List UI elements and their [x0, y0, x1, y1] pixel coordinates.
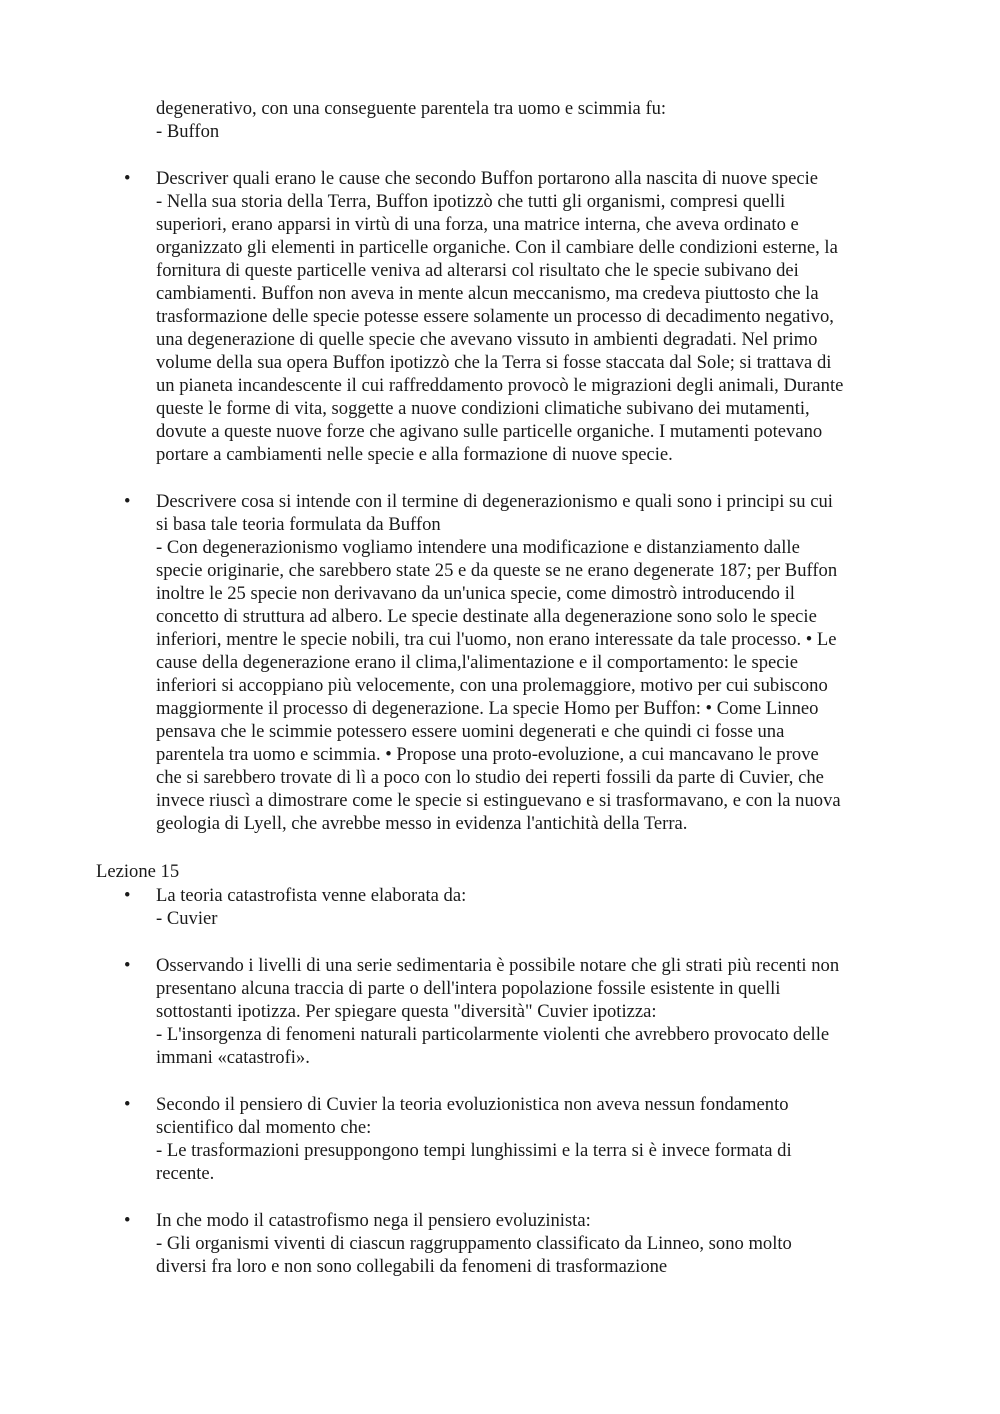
- bullet-icon: •: [124, 955, 131, 976]
- answer-line: geologia di Lyell, che avrebbe messo in evidenza l'antichità della Terra.: [156, 813, 688, 834]
- question-text: Secondo il pensiero di Cuvier la teoria evoluzionistica non aveva nessun fondamento: [156, 1094, 789, 1115]
- answer-line: - Cuvier: [156, 908, 218, 929]
- question-text: La teoria catastrofista venne elaborata da:: [156, 885, 467, 906]
- answer-line: diversi fra loro e non sono collegabili da fenomeni di trasformazione: [156, 1256, 668, 1277]
- question-text: Descriver quali erano le cause che secondo Buffon portarono alla nascita di nuove specie: [156, 168, 819, 189]
- intro-answer: - Buffon: [156, 121, 220, 142]
- answer-line: fornitura di queste particelle veniva ad alterarsi col risultato che le specie subivano dei: [156, 260, 799, 281]
- answer-line: cause della degenerazione erano il clima,l'alimentazione e il comportamento: le specie: [156, 652, 798, 673]
- answer-line: organizzato gli elementi in particelle organiche. Con il cambiare delle condizioni esterne, la: [156, 237, 838, 258]
- answer-line: - Le trasformazioni presuppongono tempi lunghissimi e la terra si è invece formata di: [156, 1140, 792, 1161]
- answer-line: queste le forme di vita, soggette a nuove condizioni climatiche subivano dei mutamenti,: [156, 398, 810, 419]
- question-text: Osservando i livelli di una serie sedimentaria è possibile notare che gli strati più recenti non: [156, 955, 840, 976]
- question-text: presentano alcuna traccia di parte o dell'intera popolazione fossile esistente in quelli: [156, 978, 781, 999]
- bullet-icon: •: [124, 1094, 131, 1115]
- question-text: In che modo il catastrofismo nega il pensiero evoluzinista:: [156, 1210, 591, 1231]
- answer-line: inferiori si accoppiano più velocemente, con una prolemaggiore, motivo per cui subiscono: [156, 675, 828, 696]
- answer-line: pensava che le scimmie potessero essere uomini degenerati e che quindi ci fosse una: [156, 721, 785, 742]
- question-text: sottostanti ipotizza. Per spiegare questa "diversità" Cuvier ipotizza:: [156, 1001, 657, 1022]
- answer-line: specie originarie, che sarebbero state 25 e da queste se ne erano degenerate 187; per Buffon: [156, 560, 838, 581]
- question-text: Descrivere cosa si intende con il termine di degenerazionismo e quali sono i principi su cui: [156, 491, 833, 512]
- answer-line: - Nella sua storia della Terra, Buffon ipotizzò che tutti gli organismi, compresi quelli: [156, 191, 786, 212]
- question-content: [156, 167, 916, 466]
- intro-line: degenerativo, con una conseguente parentela tra uomo e scimmia fu:: [156, 98, 667, 119]
- answer-line: immani «catastrofi».: [156, 1047, 310, 1068]
- question-content: [156, 1093, 916, 1185]
- answer-line: recente.: [156, 1163, 215, 1184]
- answer-line: - L'insorgenza di fenomeni naturali particolarmente violenti che avrebbero provocato delle: [156, 1024, 830, 1045]
- answer-line: una degenerazione di quelle specie che avevano vissuto in ambienti degradati. Nel primo: [156, 329, 818, 350]
- question-content: [156, 954, 916, 1069]
- answer-line: portare a cambiamenti nelle specie e alla formazione di nuove specie.: [156, 444, 673, 465]
- question-text: scientifico dal momento che:: [156, 1117, 372, 1138]
- answer-line: dovute a queste nuove forze che agivano sulle particelle organiche. I mutamenti potevano: [156, 421, 823, 442]
- intro-continuation: [156, 97, 916, 143]
- bullet-icon: •: [124, 885, 131, 906]
- answer-line: - Gli organismi viventi di ciascun raggruppamento classificato da Linneo, sono molto: [156, 1233, 792, 1254]
- question-content: [156, 884, 916, 930]
- lesson-heading: Lezione 15: [96, 861, 180, 882]
- answer-line: trasformazione delle specie potesse essere solamente un processo di decadimento negativo,: [156, 306, 834, 327]
- answer-line: inferiori, mentre le specie nobili, tra cui l'uomo, non erano interessate da tale processo. • Le: [156, 629, 837, 650]
- question-content: [156, 490, 916, 835]
- answer-line: - Con degenerazionismo vogliamo intendere una modificazione e distanziamento dalle: [156, 537, 800, 558]
- answer-line: che si sarebbero trovate di lì a poco con lo studio dei reperti fossili da parte di Cuvier, che: [156, 767, 824, 788]
- question-content: [156, 1209, 916, 1278]
- bullet-icon: •: [124, 1210, 131, 1231]
- answer-line: invece riuscì a dimostrare come le specie si estinguevano e si trasformavano, e con la nuova: [156, 790, 841, 811]
- answer-line: volume della sua opera Buffon ipotizzò che la Terra si fosse staccata dal Sole; si trattava di: [156, 352, 832, 373]
- answer-line: superiori, erano apparsi in virtù di una forza, una matrice interna, che aveva ordinato e: [156, 214, 799, 235]
- bullet-icon: •: [124, 491, 131, 512]
- answer-line: inoltre le 25 specie non derivavano da un'unica specie, come dimostrò introducendo il: [156, 583, 795, 604]
- bullet-icon: •: [124, 168, 131, 189]
- answer-line: concetto di struttura ad albero. Le specie destinate alla degenerazione sono solo le specie: [156, 606, 817, 627]
- answer-line: maggiormente il processo di degenerazione. La specie Homo per Buffon: • Come Linneo: [156, 698, 819, 719]
- answer-line: un pianeta incandescente il cui raffreddamento provocò le migrazioni degli animali, Durante: [156, 375, 844, 396]
- answer-line: cambiamenti. Buffon non aveva in mente alcun meccanismo, ma credeva piuttosto che la: [156, 283, 819, 304]
- question-text: si basa tale teoria formulata da Buffon: [156, 514, 441, 535]
- answer-line: parentela tra uomo e scimmia. • Propose una proto-evoluzione, a cui mancavano le prove: [156, 744, 819, 765]
